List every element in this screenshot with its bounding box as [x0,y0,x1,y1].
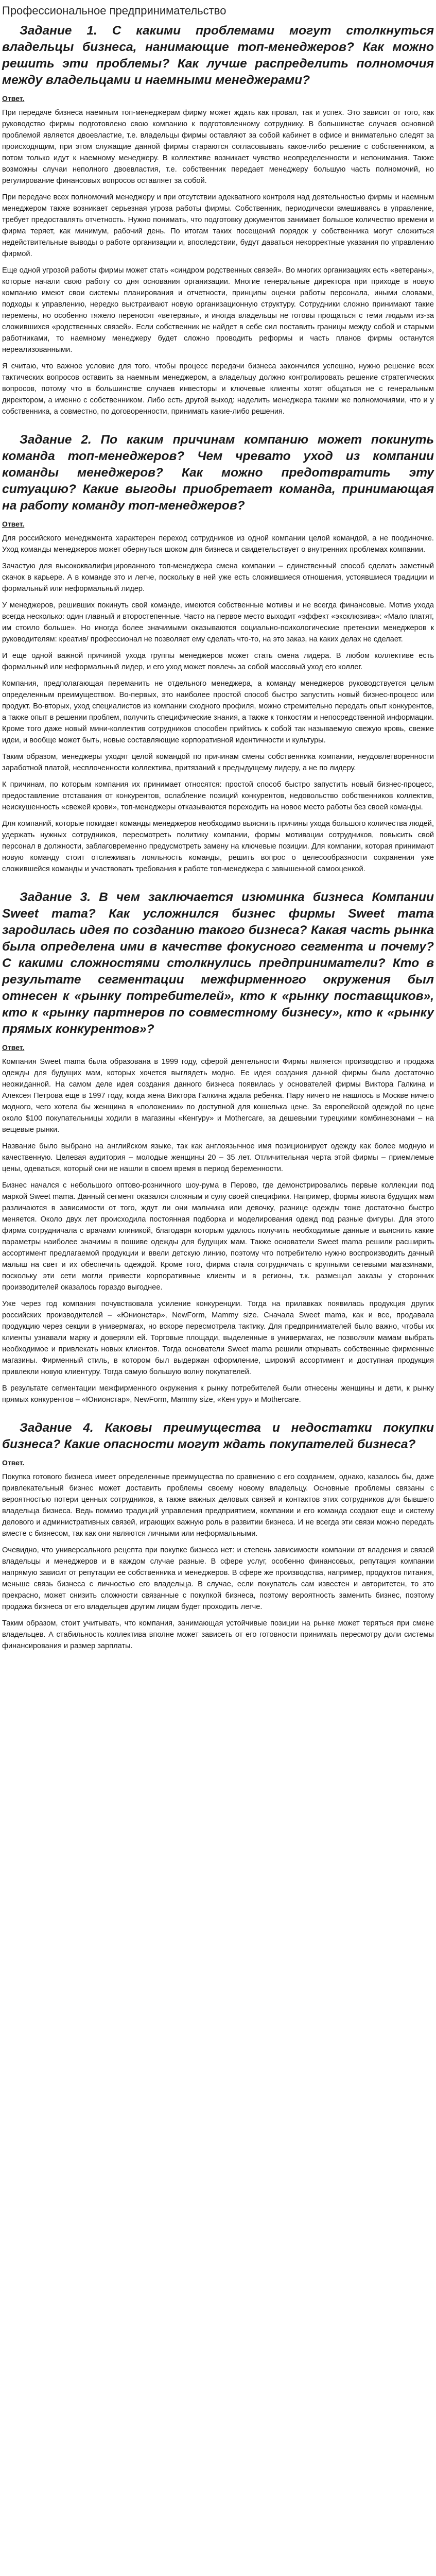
page [0,4,436,1652]
answer-paragraph: При передаче всех полномочий менеджеру и при отсутствии адекватного контроля над деятельностью фирмы и наемным менеджером также возникает серьезная угроза работы фирмы. Собственник, периодически вмешиваясь в управление, требует предоставлять отчетность. Нужно понимать, что подготовку документов занимает большое количество времени и фирма теряет, как минимум, рабочий день. По итогам таких посещений порядок у собственника могут сложиться недействительные выводы о работе организации и, впоследствии, будут даваться некорректные указания по управлению фирмой. [2,193,434,258]
task-question: Задание 4. Каковы преимущества и недостатки покупки бизнеса? Какие опасности могут ждать покупателей бизнеса? [2,1421,434,1451]
content [2,23,434,1652]
task-question: Задание 1. С какими проблемами могут столкнуться владельцы бизнеса, нанимающие топ-менеджеров? Как можно решить эти проблемы? Как лучше распределить полномочия между владельцами и наемными менеджерами? [2,24,434,87]
answer-paragraph: При передаче бизнеса наемным топ-менеджерам фирму может ждать как провал, так и успех. Это зависит от того, как руководство фирмы подготовлено свою компанию к подготовленному сотруднику. В большинстве случаев основной проблемой является двоевластие, т.е. владельцы фирмы оставляют за собой кабинет в офисе и внимательно следят за происходящим, при этом служащие данной фирмы стараются согласовывать какое-либо решение с собственником, а потом только идут к наемному менеджеру. В коллективе возникает чувство неопределенности и непонимания. Также возможны случаи неполного двоевластия, т.е. собственник передает менеджеру большую часть полномочий, но регулирование финансовых вопросов оставляет за собой. [2,109,434,185]
task-section-1 [2,23,434,417]
task-section-2 [2,432,434,875]
answer-paragraph: У менеджеров, решивших покинуть свой команде, имеются собственные мотивы и не всегда финансовые. Мотив ухода всегда несколько: один главный и второстепенные. Часто на первое место выходит «эффект «эксклюзива»: «Мало платят, им стоило больше». Но иногда более значимыми оказываются социально-психологические претензии менеджеров к руководителям: креатив/ профессионал не позволяет ему сделать что-то, на это заказ, на каких делах не сделает. [2,601,434,643]
answer-paragraph: В результате сегментации межфирменного окружения к рынку потребителей были отнесены женщины и дети, к рынку прямых конкурентов – «Юнионстар», NewForm, Mammy size, «Кенгуру» и Mothercare. [2,1384,434,1404]
answer-label: Ответ. [2,520,25,528]
answer-paragraph: Покупка готового бизнеса имеет определенные преимущества по сравнению с его созданием, однако, казалось бы, даже привлекательный бизнес может доставить проблемы своему новому владельцу. Основные проблемы связаны с вероятностью потери ценных сотрудников, а также важных деловых связей и контактов этих сотрудников для бывшего владельца бизнеса. Ведь помимо традиций управления предприятием, компании и его команда создают еще и систему делового и административных связей, играющих важную роль в развитии бизнеса. И не всегда эти связи можно передать вместе с бизнесом, так как они являются личными или неформальными. [2,1473,434,1538]
task-section-4 [2,1420,434,1652]
answer-paragraph: Уже через год компания почувствовала усиление конкуренции. Тогда на прилавках появилась продукция других российских производителей – «Юнионстар», NewForm, Mammy size. Сначала Sweet mama, как и все, продавала продукцию через секции в универмагах, но вскоре пересмотрела тактику. Для предпринимателей было важно, чтобы их клиенты узнавали марку и доверяли ей. Торговые площади, выделенные в универмагах, не позволяли мамам выбрать необходимое и привлекать новых клиентов. Тогда основатели Sweet mama решили открывать собственные фирменные магазины. Фирменный стиль, в котором был выдержан оформление, широкий ассортимент и доступная продукция привлекли новую клиентуру. Тогда самую большую волну покупателей. [2,1300,434,1376]
answer-paragraph: Зачастую для высококвалифицированного топ-менеджера смена компании – единственный способ сделать заметный скачок в карьере. А в команде это и легче, поскольку в ней уже есть сложившиеся отношения, устоявшиеся традиции и формальный или неформальный лидер. [2,562,434,593]
answer-paragraph: Компания Sweet mama была образована в 1999 году, сферой деятельности Фирмы является производство и продажа одежды для будущих мам, которых хочется выглядеть модно. Ее идея создания данной фирмы была достаточно неожиданной. На самом деле идея создания данного бизнеса появилась у основателей фирмы Виктора Галкина и Алексея Петрова еще в 1997 году, когда жена Виктора Галкина ждала ребенка. Пару ничего не нашлось в Москве ничего модного, чего хотела бы женщина в «положении» по доступной для кошелька цене. За европейской одеждой по цене около $100 покупательницы ходили в магазины «Кенгуру» и Mothercare, за дешевыми турецкими комбинезонами – на вещевые рынки. [2,1058,434,1134]
answer-label: Ответ. [2,1043,25,1052]
answer-paragraph: Еще одной угрозой работы фирмы может стать «синдром родственных связей». Во многих организациях есть «ветераны», которые начали свою работу со дня основания организации. Многие генеральные директора при приходе в новую компанию имеют свои системы планирования и отчетности, принципы оценки работы персонала, иными словами, подходы к управлению, нередко выстраивают новую организационную структуру. Сотрудники сложно принимают такие перемены, но особенно тяжело переносят «ветераны», и иногда владельцы не готовы прощаться с теми людьми из-за сложившихся «родственных связей». Если собственник не найдет в себе сил поставить границы между собой и старыми работниками, то наемному менеджеру будет сложно проводить реформы и часть планов фирмы останутся нереализованными. [2,266,434,354]
answer-paragraph: Я считаю, что важное условие для того, чтобы процесс передачи бизнеса закончился успешно, нужно решение всех тактических вопросов оставить за наемным менеджером, а владельцу должно контролировать решение стратегических вопросов, потому что в большинстве случаев инвесторы и ключевые клиенты хотят общаться не с генеральным директором, а именно с собственником. Либо есть другой выход: наделить менеджера такими же полномочиями, что и у собственника, а совместно, по договоренности, принимать какие-либо решения. [2,362,434,416]
task-section-3 [2,889,434,1405]
answer-paragraph: Бизнес начался с небольшого оптово-розничного шоу-рума в Перово, где демонстрировались первые коллекции под маркой Sweet mama. Данный сегмент оказался сложным и сулу своей специфики. Например, формы живота будущих мам различаются в зависимости от того, ждут ли они мальчика или девочку, разнице одежды тоже достаточно быстро меняется. Около двух лет происходила постоянная подборка и моделирования одежд под разные фигуры. Для этого фирма сотрудничала с врачами клиникой, благодаря которым удалось получить необходимые данные и выяснить какие параметры наиболее значимы в пошиве одежды для будущих мам. Также основатели Sweet mama решили расширить ассортимент предлагаемой продукции и ввели детскую линию, поэтому что потребителю нужно воспроизводить дачный малыш на свет и их обеспечить одеждой. Кроме того, фирма стала сотрудничать с крупными сетевыми магазинами, поскольку эти сети могли привести корпоративные клиенты и в регионы, т.к. размещал заказы у сторонних производителей оказалось гораздо выгоднее. [2,1181,434,1292]
answer-paragraph: Название было выбрано на английском языке, так как англоязычное имя позиционирует одежду как более модную и качественную. Целевая аудитория – молодые женщины 20 – 35 лет. Отличительная черта этой фирмы – приемлемые цены, одеваться, который они не нашли в своем время в период беременности. [2,1142,434,1173]
answer-paragraph: Таким образом, стоит учитывать, что компания, занимающая устойчивые позиции на рынке может теряться при смене владельцев. А стабильность коллектива вполне может зависеть от его готовности принимать пересмотру доли системы финансирования и размер зарплаты. [2,1619,434,1650]
answer-paragraph: Для российского менеджмента характерен переход сотрудников из одной компании целой командой, а не поодиночке. Уход команды менеджеров может обернуться шоком для бизнеса и свидетельствует о внутренних проблемах компании. [2,534,434,554]
answer-paragraph: И еще одной важной причиной ухода группы менеджеров может стать смена лидера. В любом коллективе есть формальный или неформальный лидер, и его уход может повлечь за собой массовый уход его коллег. [2,652,434,671]
task-question: Задание 3. В чем заключается изюминка бизнеса Компании Sweet mama? Как усложнился бизнес фирмы Sweet mama зародилась идея по созданию такого бизнеса? Какая часть рынка была определена ими в качестве фокусного сегмента и почему? С какими сложностями столкнулись предприниматели? Кто в результате сегментации межфирменного окружения был отнесен к «рынку потребителей», кто к «рынку поставщиков», кто к «рынку партнеров по совместному бизнесу», кто к «рынку прямых конкурентов»? [2,890,434,1036]
answer-paragraph: Для компаний, которые покидает команды менеджеров необходимо выяснить причины ухода большого количества людей, удержать нужных сотрудников, пересмотреть политику компании, формы мотивации сотрудников, повысить свой персонал в должности, заблаговременно предусмотреть замену на ключевые позиции. Для компании, которая принимают новую команду стоит отслеживать лояльность команды, решить вопрос о целесообразности сохранения уже сложившейся команды и участвовать требования к работе топ-менеджера с завышенной самооценкой. [2,820,434,873]
task-question: Задание 2. По каким причинам компанию может покинуть команда топ-менеджеров? Чем чревато уход из компании команды менеджеров? Как можно предотвратить эту ситуацию? Какие выгоды приобретает команда, принимающая на работу команду топ-менеджеров? [2,433,434,513]
answer-paragraph: Очевидно, что универсального рецепта при покупке бизнеса нет: и степень зависимости компании от владения и связей владельцы и менеджеров и в каждом случае разные. В сфере услуг, особенно финансовых, репутация компании напрямую зависит от репутации ее собственника и менеджеров. В сфере же производства, например, продуктов питания, меньше связь бизнеса с личностью его владельца. В случае, если покупатель сам известен и авторитетен, то это прекрасно, может снизить сложности связанные с покупкой бизнеса, поэтому вероятность заменить бизнес, поэтому продажа бизнеса от его владельцев другим лицам будет проходить легче. [2,1546,434,1611]
answer-paragraph: Таким образом, менеджеры уходят целой командой по причинам смены собственника компании, неудовлетворенности заработной платой, несплоченности коллектива, притязаний к предыдущему лидеру, а не по лидеру. [2,753,434,772]
answer-paragraph: Компания, предполагающая переманить не отдельного менеджера, а команду менеджеров руководствуется целым определенным преимуществом. Во-первых, это наиболее простой способ быстро запустить новый бизнес-процесс или продукт. Во-вторых, уход специалистов из компании сходного профиля, можно стремительно передать опыт конкурентов, а также опыт в решении проблем, получить специфические знания, а также к тонкостям и непосредственной информации. Кроме того даже новый мини-коллектив сотрудников способен прийтись к собой так называемую свежую кровь, свежие идеи, и вообще может быть, новые составляющие корпоративной идентичности и культуры. [2,680,434,744]
site-title: Профессиональное предпринимательство [2,4,226,17]
answer-paragraph: К причинам, по которым компания их принимает относятся: простой способ быстро запустить новый бизнес-процесс, предоставление отставания от конкурентов, ослабление позиций конкурентов, недовольство собственников коллектив, неискушенность «свежей крови», топ-менеджеры отказываются переходить на новое место работы без своей команды. [2,781,434,811]
answer-label: Ответ. [2,94,25,103]
answer-label: Ответ. [2,1459,25,1467]
